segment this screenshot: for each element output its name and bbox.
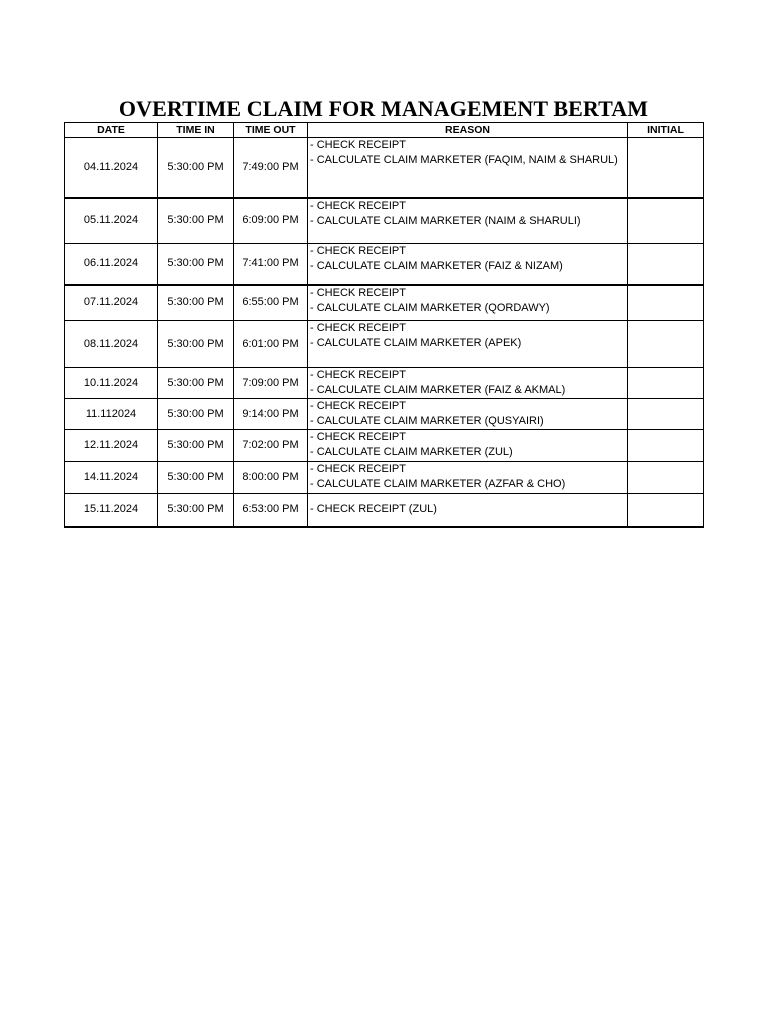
header-time-out: TIME OUT xyxy=(234,123,308,138)
reason-cell xyxy=(308,138,628,198)
reason-cell xyxy=(308,244,628,285)
reason-cell xyxy=(308,462,628,494)
date-cell: 05.11.2024 xyxy=(65,198,158,244)
header-reason: REASON xyxy=(308,123,628,138)
time-in-cell: 5:30:00 PM xyxy=(158,430,234,462)
initial-cell xyxy=(628,494,704,527)
reason-cell xyxy=(308,368,628,399)
initial-cell xyxy=(628,368,704,399)
header-date: DATE xyxy=(65,123,158,138)
initial-cell xyxy=(628,198,704,244)
table-row xyxy=(65,198,704,244)
date-cell: 14.11.2024 xyxy=(65,462,158,494)
time-in-cell: 5:30:00 PM xyxy=(158,285,234,321)
time-in-cell: 5:30:00 PM xyxy=(158,244,234,285)
date-cell: 08.11.2024 xyxy=(65,321,158,368)
reason-line: - CHECK RECEIPT xyxy=(310,400,406,412)
time-out-cell: 7:02:00 PM xyxy=(234,430,308,462)
document-title: OVERTIME CLAIM FOR MANAGEMENT BERTAM xyxy=(118,96,649,121)
overtime-claim-table xyxy=(64,122,704,528)
time-out-cell: 7:49:00 PM xyxy=(234,138,308,198)
time-out-cell: 6:53:00 PM xyxy=(234,494,308,527)
reason-line: - CALCULATE CLAIM MARKETER (NAIM & SHARULI) xyxy=(310,214,581,227)
time-in-cell: 5:30:00 PM xyxy=(158,198,234,244)
initial-cell xyxy=(628,244,704,285)
table-row xyxy=(65,430,704,462)
time-out-cell: 9:14:00 PM xyxy=(234,399,308,430)
reason-line: - CHECK RECEIPT xyxy=(310,245,406,257)
table-row xyxy=(65,399,704,430)
reason-line: - CHECK RECEIPT xyxy=(310,139,406,151)
table-row xyxy=(65,244,704,285)
date-cell: 10.11.2024 xyxy=(65,368,158,399)
reason-line: - CALCULATE CLAIM MARKETER (QORDAWY) xyxy=(310,301,550,314)
header-initial: INITIAL xyxy=(628,123,704,138)
reason-cell xyxy=(308,430,628,462)
reason-cell xyxy=(308,198,628,244)
time-in-cell: 5:30:00 PM xyxy=(158,368,234,399)
reason-line: - CHECK RECEIPT xyxy=(310,431,406,443)
initial-cell xyxy=(628,138,704,198)
reason-line: - CHECK RECEIPT xyxy=(310,463,406,475)
table-row xyxy=(65,462,704,494)
reason-line: - CALCULATE CLAIM MARKETER (FAIZ & NIZAM) xyxy=(310,260,563,272)
reason-line: - CALCULATE CLAIM MARKETER (AZFAR & CHO) xyxy=(310,478,566,490)
initial-cell xyxy=(628,285,704,321)
table-row xyxy=(65,321,704,368)
reason-line: - CHECK RECEIPT xyxy=(310,369,406,381)
reason-line: - CALCULATE CLAIM MARKETER (ZUL) xyxy=(310,446,513,458)
date-cell: 11.112024 xyxy=(65,399,158,430)
table-row xyxy=(65,138,704,198)
reason-cell xyxy=(308,399,628,430)
time-in-cell: 5:30:00 PM xyxy=(158,462,234,494)
initial-cell xyxy=(628,321,704,368)
initial-cell xyxy=(628,430,704,462)
initial-cell xyxy=(628,462,704,494)
time-out-cell: 6:09:00 PM xyxy=(234,198,308,244)
time-out-cell: 6:01:00 PM xyxy=(234,321,308,368)
time-out-cell: 8:00:00 PM xyxy=(234,462,308,494)
time-out-cell: 6:55:00 PM xyxy=(234,285,308,321)
reason-line: - CHECK RECEIPT (ZUL) xyxy=(310,503,437,516)
reason-cell xyxy=(308,494,628,527)
time-out-cell: 7:09:00 PM xyxy=(234,368,308,399)
table-header-row xyxy=(65,123,704,138)
reason-line: - CALCULATE CLAIM MARKETER (QUSYAIRI) xyxy=(310,415,544,427)
reason-line: - CHECK RECEIPT xyxy=(310,286,406,299)
reason-line: - CALCULATE CLAIM MARKETER (FAQIM, NAIM & SHARUL) xyxy=(310,154,618,166)
time-out-cell: 7:41:00 PM xyxy=(234,244,308,285)
table-body xyxy=(65,138,704,527)
date-cell: 12.11.2024 xyxy=(65,430,158,462)
initial-cell xyxy=(628,399,704,430)
date-cell: 04.11.2024 xyxy=(65,138,158,198)
time-in-cell: 5:30:00 PM xyxy=(158,494,234,527)
reason-line: - CALCULATE CLAIM MARKETER (FAIZ & AKMAL) xyxy=(310,384,566,396)
table-row xyxy=(65,368,704,399)
reason-line: - CALCULATE CLAIM MARKETER (APEK) xyxy=(310,337,522,349)
reason-cell xyxy=(308,321,628,368)
time-in-cell: 5:30:00 PM xyxy=(158,399,234,430)
table-row xyxy=(65,494,704,527)
header-time-in: TIME IN xyxy=(158,123,234,138)
date-cell: 07.11.2024 xyxy=(65,285,158,321)
date-cell: 15.11.2024 xyxy=(65,494,158,527)
date-cell: 06.11.2024 xyxy=(65,244,158,285)
reason-cell xyxy=(308,285,628,321)
reason-line: - CHECK RECEIPT xyxy=(310,322,406,334)
time-in-cell: 5:30:00 PM xyxy=(158,321,234,368)
table-row xyxy=(65,285,704,321)
time-in-cell: 5:30:00 PM xyxy=(158,138,234,198)
reason-line: - CHECK RECEIPT xyxy=(310,199,406,212)
